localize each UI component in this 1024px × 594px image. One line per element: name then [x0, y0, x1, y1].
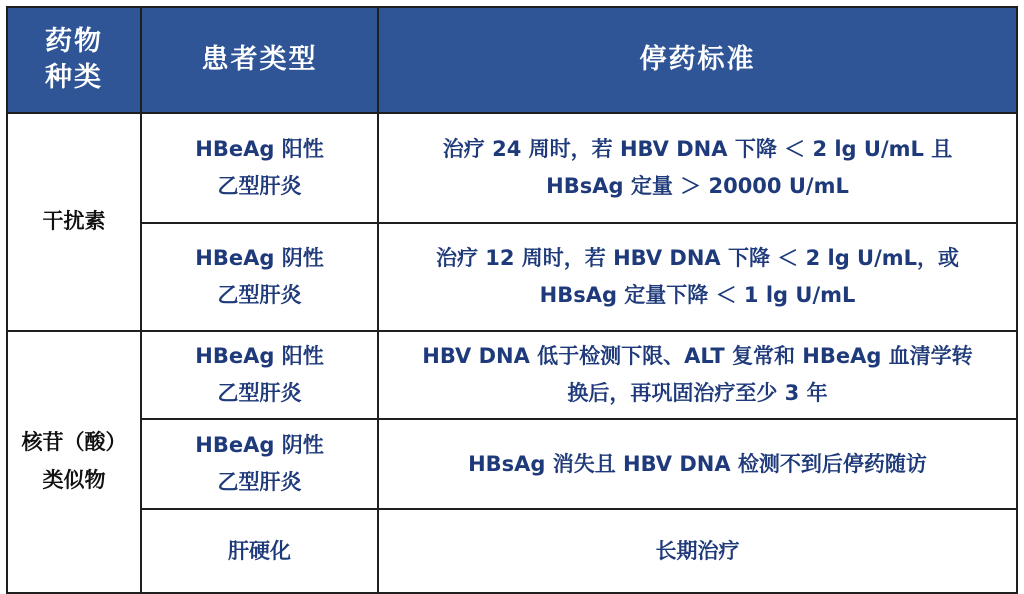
table-row — [7, 223, 1017, 331]
patient-line: 乙型肝炎 — [217, 283, 302, 307]
header-drug-line1: 药物 — [45, 25, 103, 57]
stop-criteria-table — [6, 6, 1018, 594]
table-row — [7, 331, 1017, 419]
criteria-cell — [378, 113, 1017, 223]
patient-line: HBeAg 阳性 — [195, 344, 324, 369]
criteria-cell — [378, 509, 1017, 593]
criteria-line: 治疗 24 周时，若 HBV DNA 下降 ＜ 2 lg U/mL 且 — [442, 137, 953, 162]
patient-cell — [141, 331, 378, 419]
criteria-line: 长期治疗 — [655, 538, 740, 563]
criteria-line: HBsAg 消失且 HBV DNA 检测不到后停药随访 — [468, 451, 927, 476]
criteria-cell — [378, 223, 1017, 331]
header-row — [7, 7, 1017, 113]
header-drug-line2: 种类 — [45, 62, 103, 93]
header-drug-type — [7, 7, 141, 113]
patient-line: 乙型肝炎 — [217, 470, 302, 494]
table-row — [7, 113, 1017, 223]
table-row — [7, 419, 1017, 509]
drug-cell-interferon — [7, 113, 141, 331]
table-row — [7, 509, 1017, 593]
header-patient-type: 患者类型 — [141, 7, 378, 113]
drug-line: 干扰素 — [42, 209, 106, 234]
criteria-cell — [378, 331, 1017, 419]
patient-cell — [141, 113, 378, 223]
criteria-line: 治疗 12 周时，若 HBV DNA 下降 ＜ 2 lg U/mL，或 — [435, 246, 960, 271]
drug-line: 类似物 — [42, 468, 106, 492]
patient-line: 肝硬化 — [228, 538, 291, 563]
patient-line: 乙型肝炎 — [217, 174, 302, 198]
patient-cell — [141, 223, 378, 331]
patient-cell — [141, 419, 378, 509]
criteria-line: HBsAg 定量下降 ＜ 1 lg U/mL — [539, 283, 856, 307]
patient-line: HBeAg 阴性 — [195, 433, 324, 458]
criteria-line: 换后，再巩固治疗至少 3 年 — [567, 381, 828, 405]
drug-cell-nucleoside — [7, 331, 141, 593]
criteria-line: HBV DNA 低于检测下限、ALT 复常和 HBeAg 血清学转 — [422, 344, 973, 369]
patient-line: HBeAg 阴性 — [195, 246, 324, 271]
patient-line: HBeAg 阳性 — [195, 137, 324, 162]
criteria-line: HBsAg 定量 ＞ 20000 U/mL — [546, 174, 849, 198]
drug-line: 核苷（酸） — [21, 430, 127, 455]
criteria-cell — [378, 419, 1017, 509]
header-stop-criteria: 停药标准 — [378, 7, 1017, 113]
patient-cell — [141, 509, 378, 593]
patient-line: 乙型肝炎 — [217, 381, 302, 405]
